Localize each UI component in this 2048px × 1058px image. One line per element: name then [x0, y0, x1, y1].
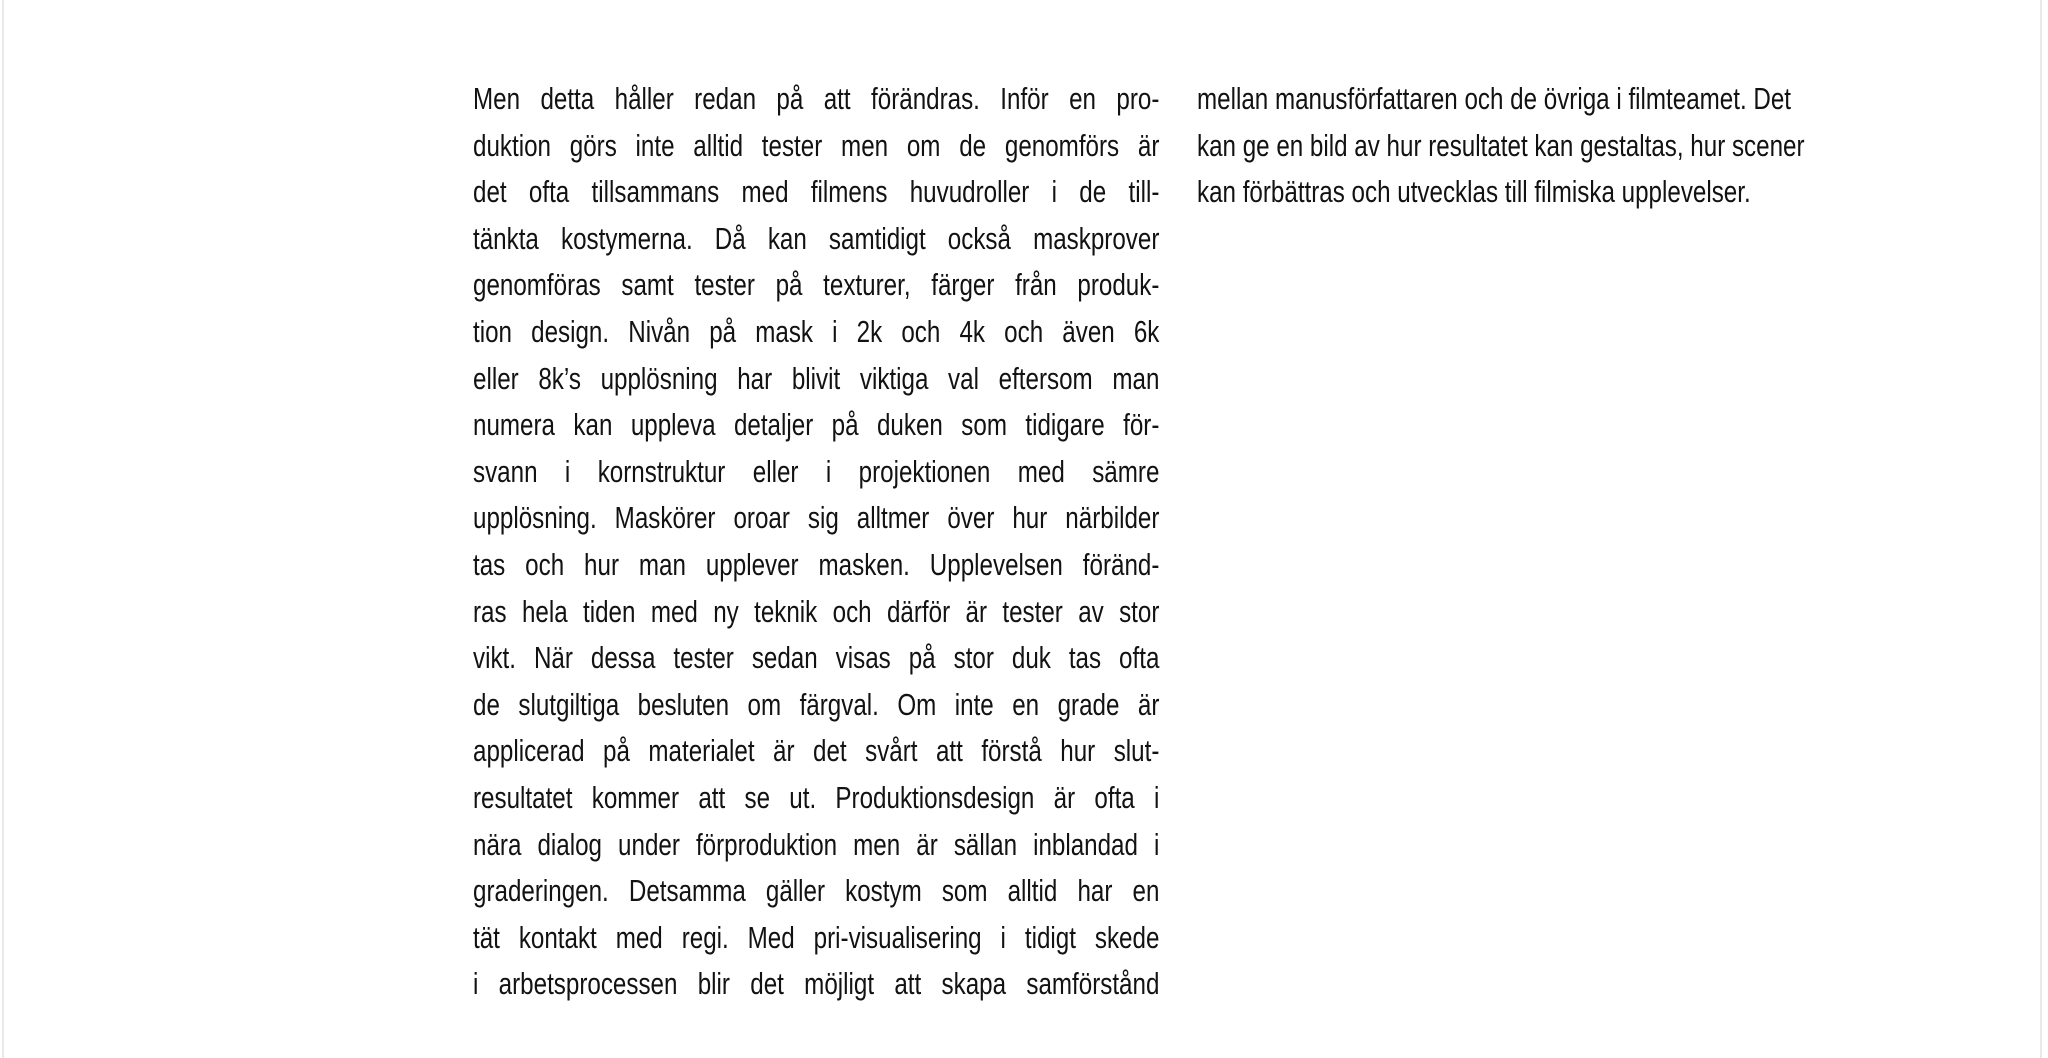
text-line: tion design. Nivån på mask i 2k och 4k och även 6k: [473, 313, 1160, 349]
paragraph-right: [1197, 76, 1946, 216]
text-line: tät kontakt med regi. Med pri-visualisering i tidigt skede: [473, 919, 1160, 955]
text-line: upplösning. Maskörer oroar sig alltmer över hur närbilder: [473, 500, 1160, 536]
text-line: ras hela tiden med ny teknik och därför är tester av stor: [473, 593, 1160, 629]
text-column-left: [473, 76, 1159, 1008]
text-line: kan ge en bild av hur resultatet kan gestaltas, hur scener: [1197, 127, 1805, 163]
text-line: mellan manusförfattaren och de övriga i filmteamet. Det: [1197, 81, 1792, 116]
text-line: i arbetsprocessen blir det möjligt att skapa samförstånd: [473, 966, 1160, 1002]
page-left-edge: [2, 0, 4, 1058]
text-line: duktion görs inte alltid tester men om de genomförs är: [473, 127, 1160, 163]
text-line: tänkta kostymerna. Då kan samtidigt också maskprover: [473, 220, 1160, 256]
text-line: nära dialog under förproduktion men är sällan inblandad i: [473, 826, 1160, 862]
paragraph-left: [473, 76, 1159, 1008]
text-line: applicerad på materialet är det svårt att förstå hur slut-: [473, 733, 1160, 769]
text-line: resultatet kommer att se ut. Produktionsdesign är ofta i: [473, 779, 1160, 815]
text-line: kan förbättras och utvecklas till filmiska upplevelser.: [1197, 174, 1751, 210]
text-line: vikt. När dessa tester sedan visas på stor duk tas ofta: [473, 640, 1160, 676]
text-line: de slutgiltiga besluten om färgval. Om inte en grade är: [473, 686, 1160, 722]
text-line: numera kan uppleva detaljer på duken som tidigare för-: [473, 407, 1160, 443]
text-line: genomföras samt tester på texturer, färger från produk-: [473, 267, 1160, 303]
page-right-edge: [2040, 0, 2042, 1058]
text-column-right: [1197, 76, 1932, 216]
text-line: Men detta håller redan på att förändras. Inför en pro-: [473, 81, 1160, 116]
text-line: tas och hur man upplever masken. Upplevelsen föränd-: [473, 546, 1160, 582]
text-line: graderingen. Detsamma gäller kostym som alltid har en: [473, 873, 1160, 909]
text-line: svann i kornstruktur eller i projektionen med sämre: [473, 453, 1160, 489]
text-line: eller 8k’s upplösning har blivit viktiga val eftersom man: [473, 360, 1160, 396]
text-line: det ofta tillsammans med filmens huvudroller i de till-: [473, 174, 1160, 210]
